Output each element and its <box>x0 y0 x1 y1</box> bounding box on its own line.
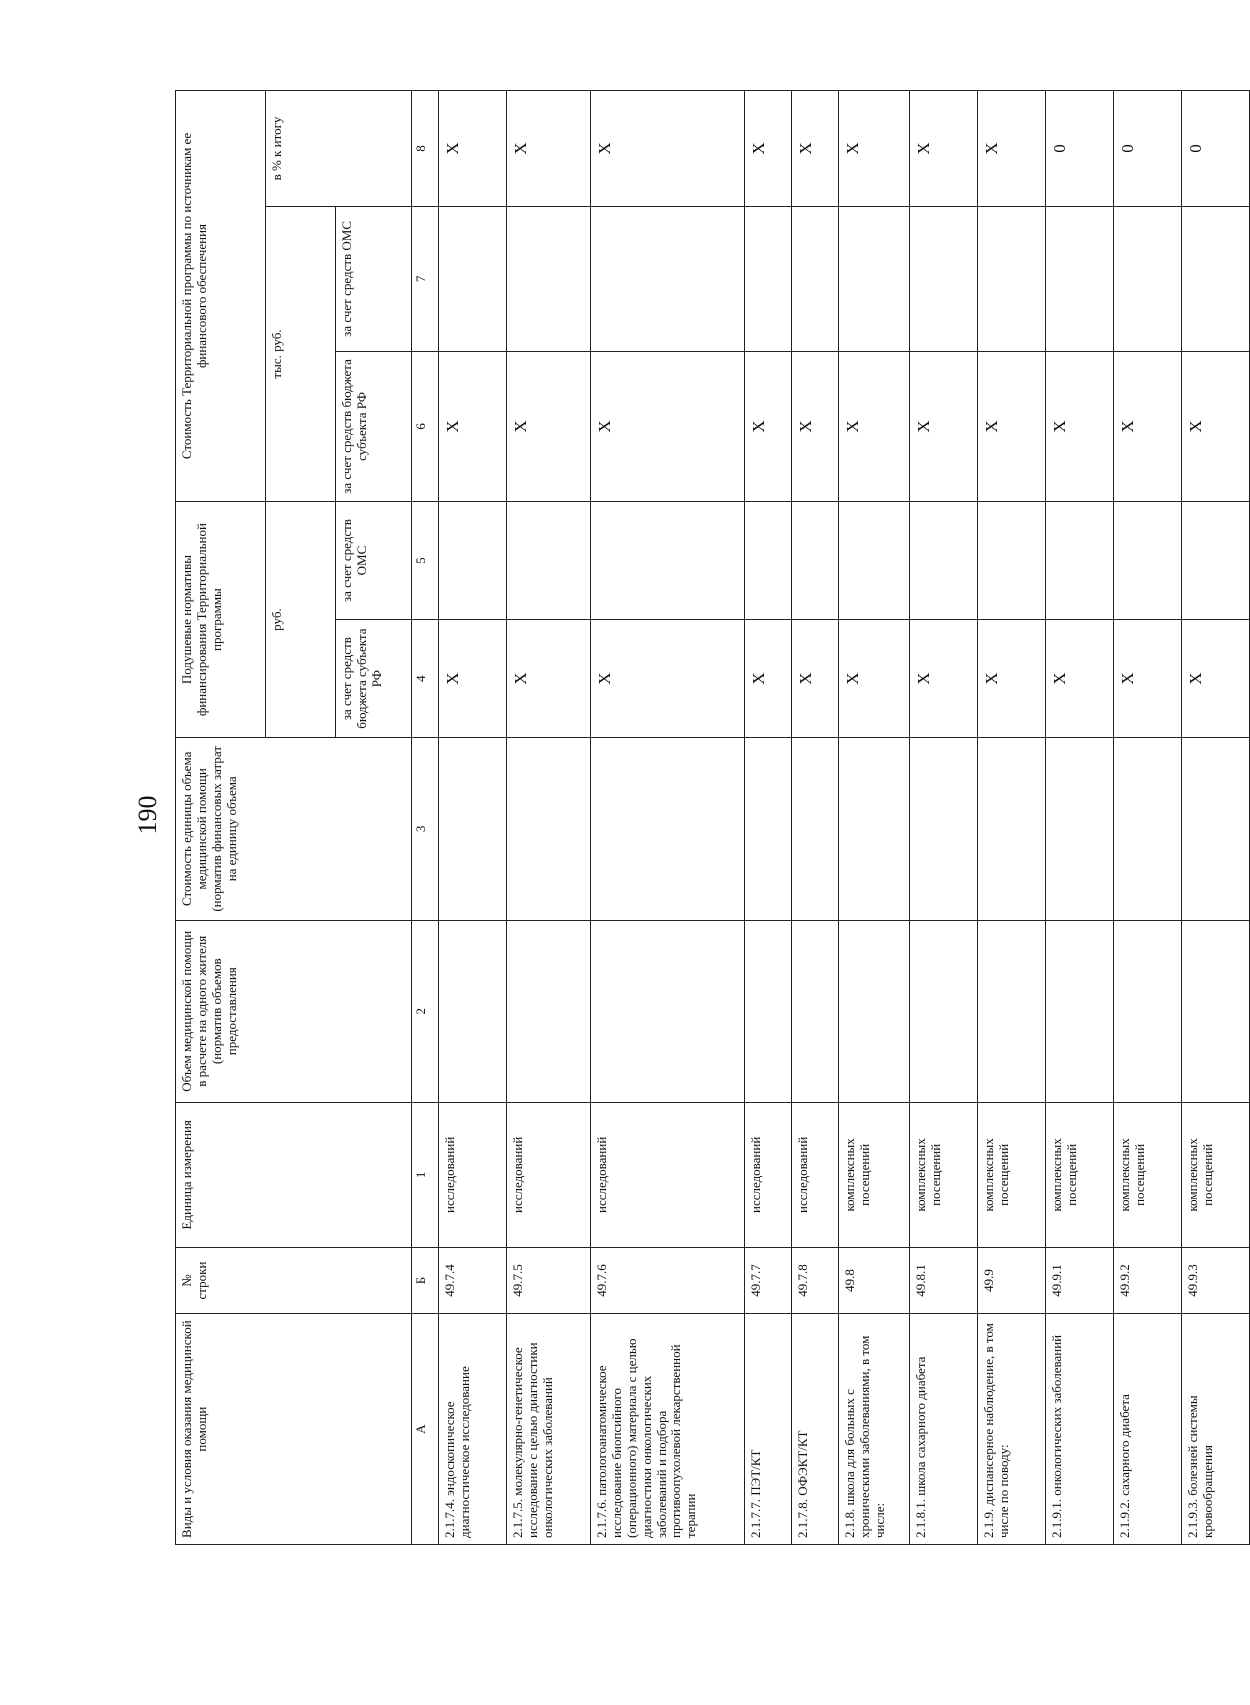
header-col-7: за счет средств ОМС <box>336 206 412 351</box>
header-col-3: Стоимость единицы объема медицинской помощи (норматив финансовых затрат на единицу объема <box>176 738 412 920</box>
row-name-cell: 2.1.9.1. онкологических заболеваний <box>1045 1314 1113 1545</box>
row-volume-cell <box>792 920 839 1102</box>
row-name-cell: 2.1.9.3. болезней системы кровообращения <box>1181 1314 1249 1545</box>
row-cost-budget-cell: X <box>792 351 839 501</box>
row-normative-oms-cell <box>1181 502 1249 620</box>
row-line-number-cell: 49.7.6 <box>590 1247 744 1314</box>
row-unit-cell: комплексных посещений <box>977 1102 1045 1247</box>
row-percent-cell: X <box>792 91 839 207</box>
rotated-table-wrapper <box>175 90 1250 1545</box>
row-cost-oms-cell <box>1045 206 1113 351</box>
column-number-row <box>412 91 439 1545</box>
row-unit-cost-cell <box>1113 738 1181 920</box>
row-percent-cell: X <box>590 91 744 207</box>
row-cost-oms-cell <box>745 206 792 351</box>
row-unit-cell: исследований <box>792 1102 839 1247</box>
row-volume-cell <box>977 920 1045 1102</box>
row-name-cell: 2.1.7.6. патологоанатомическое исследование биопсийного (операционного) материала с целью диагностики онкологических заболеваний и подбора противоопухолевой лекарственной терапии <box>590 1314 744 1545</box>
row-line-number-cell: 49.9.3 <box>1181 1247 1249 1314</box>
row-volume-cell <box>1113 920 1181 1102</box>
row-normative-oms-cell <box>909 502 977 620</box>
row-volume-cell <box>839 920 909 1102</box>
row-unit-cost-cell <box>839 738 909 920</box>
row-normative-budget-cell: X <box>1181 620 1249 738</box>
table-row <box>1181 91 1249 1545</box>
row-cost-budget-cell: X <box>590 351 744 501</box>
row-normative-oms-cell <box>792 502 839 620</box>
row-volume-cell <box>507 920 591 1102</box>
column-number: 3 <box>412 738 439 920</box>
row-line-number-cell: 49.9.1 <box>1045 1247 1113 1314</box>
header-col-4: за счет средств бюджета субъекта РФ <box>336 620 412 738</box>
row-cost-budget-cell: X <box>1181 351 1249 501</box>
row-normative-budget-cell: X <box>977 620 1045 738</box>
row-normative-budget-cell: X <box>1045 620 1113 738</box>
row-normative-oms-cell <box>839 502 909 620</box>
row-unit-cell: комплексных посещений <box>909 1102 977 1247</box>
row-cost-budget-cell: X <box>977 351 1045 501</box>
row-cost-budget-cell: X <box>839 351 909 501</box>
row-percent-cell: X <box>745 91 792 207</box>
row-cost-oms-cell <box>977 206 1045 351</box>
table-row <box>745 91 792 1545</box>
row-cost-oms-cell <box>839 206 909 351</box>
row-line-number-cell: 49.9 <box>977 1247 1045 1314</box>
table-row <box>1045 91 1113 1545</box>
header-col-a: Виды и условия оказания медицинской помощи <box>176 1314 412 1545</box>
row-normative-oms-cell <box>745 502 792 620</box>
row-volume-cell <box>1045 920 1113 1102</box>
row-normative-oms-cell <box>977 502 1045 620</box>
row-normative-oms-cell <box>1113 502 1181 620</box>
header-unit-thous-rub: тыс. руб. <box>266 206 336 501</box>
row-unit-cost-cell <box>439 738 507 920</box>
row-percent-cell: X <box>507 91 591 207</box>
row-percent-cell: 0 <box>1181 91 1249 207</box>
row-cost-oms-cell <box>792 206 839 351</box>
header-col-5: за счет средств ОМС <box>336 502 412 620</box>
row-volume-cell <box>745 920 792 1102</box>
column-number: 7 <box>412 206 439 351</box>
row-percent-cell: 0 <box>1045 91 1113 207</box>
header-col-8: в % к итогу <box>266 91 412 207</box>
row-line-number-cell: 49.8 <box>839 1247 909 1314</box>
header-group-cost: Стоимость Территориальной программы по источникам ее финансового обеспечения <box>176 91 266 502</box>
row-volume-cell <box>909 920 977 1102</box>
row-percent-cell: X <box>839 91 909 207</box>
row-unit-cell: исследований <box>590 1102 744 1247</box>
column-number: 1 <box>412 1102 439 1247</box>
row-normative-budget-cell: X <box>590 620 744 738</box>
row-unit-cost-cell <box>507 738 591 920</box>
row-name-cell: 2.1.9. диспансерное наблюдение, в том числе по поводу: <box>977 1314 1045 1545</box>
row-cost-oms-cell <box>590 206 744 351</box>
row-normative-budget-cell: X <box>745 620 792 738</box>
row-unit-cell: комплексных посещений <box>1113 1102 1181 1247</box>
row-unit-cell: комплексных посещений <box>1045 1102 1113 1247</box>
row-line-number-cell: 49.9.2 <box>1113 1247 1181 1314</box>
row-unit-cost-cell <box>977 738 1045 920</box>
table-row <box>792 91 839 1545</box>
table-row <box>839 91 909 1545</box>
table-row <box>1113 91 1181 1545</box>
row-normative-budget-cell: X <box>839 620 909 738</box>
row-unit-cost-cell <box>1181 738 1249 920</box>
row-normative-budget-cell: X <box>909 620 977 738</box>
table-body <box>439 91 1250 1545</box>
row-cost-budget-cell: X <box>1113 351 1181 501</box>
row-cost-oms-cell <box>507 206 591 351</box>
table-row <box>590 91 744 1545</box>
column-number: 5 <box>412 502 439 620</box>
header-col-1: Единица измерения <box>176 1102 412 1247</box>
row-percent-cell: X <box>977 91 1045 207</box>
financing-table <box>175 90 1250 1545</box>
column-number: 8 <box>412 91 439 207</box>
row-cost-oms-cell <box>1181 206 1249 351</box>
row-normative-oms-cell <box>507 502 591 620</box>
row-volume-cell <box>1181 920 1249 1102</box>
header-unit-rub: руб. <box>266 502 336 738</box>
column-number: А <box>412 1314 439 1545</box>
row-cost-budget-cell: X <box>745 351 792 501</box>
row-line-number-cell: 49.7.4 <box>439 1247 507 1314</box>
row-name-cell: 2.1.7.5. молекулярно-генетическое исследование с целью диагностики онкологических заболеваний <box>507 1314 591 1545</box>
row-unit-cost-cell <box>909 738 977 920</box>
row-normative-oms-cell <box>590 502 744 620</box>
header-col-b: № строки <box>176 1247 412 1314</box>
header-group-normatives: Подушевые нормативы финансирования Территориальной программы <box>176 502 266 738</box>
page-number: 190 <box>133 795 162 835</box>
row-volume-cell <box>590 920 744 1102</box>
row-unit-cell: комплексных посещений <box>1181 1102 1249 1247</box>
row-percent-cell: X <box>909 91 977 207</box>
row-cost-budget-cell: X <box>439 351 507 501</box>
row-line-number-cell: 49.7.7 <box>745 1247 792 1314</box>
row-cost-oms-cell <box>439 206 507 351</box>
row-unit-cost-cell <box>1045 738 1113 920</box>
column-number: Б <box>412 1247 439 1314</box>
header-col-2: Объем медицинской помощи в расчете на одного жителя (норматив объемов предоставления <box>176 920 412 1102</box>
table-row <box>909 91 977 1545</box>
column-number: 4 <box>412 620 439 738</box>
row-unit-cell: комплексных посещений <box>839 1102 909 1247</box>
row-normative-budget-cell: X <box>507 620 591 738</box>
row-unit-cost-cell <box>745 738 792 920</box>
row-percent-cell: 0 <box>1113 91 1181 207</box>
row-name-cell: 2.1.9.2. сахарного диабета <box>1113 1314 1181 1545</box>
row-normative-oms-cell <box>439 502 507 620</box>
row-unit-cell: исследований <box>745 1102 792 1247</box>
row-volume-cell <box>439 920 507 1102</box>
row-line-number-cell: 49.7.8 <box>792 1247 839 1314</box>
row-name-cell: 2.1.7.4. эндоскопическое диагностическое исследование <box>439 1314 507 1545</box>
row-unit-cell: исследований <box>507 1102 591 1247</box>
row-normative-oms-cell <box>1045 502 1113 620</box>
row-name-cell: 2.1.7.7. ПЭТ/КТ <box>745 1314 792 1545</box>
row-cost-budget-cell: X <box>909 351 977 501</box>
row-line-number-cell: 49.8.1 <box>909 1247 977 1314</box>
row-unit-cost-cell <box>792 738 839 920</box>
table-row <box>977 91 1045 1545</box>
table-row <box>507 91 591 1545</box>
row-line-number-cell: 49.7.5 <box>507 1247 591 1314</box>
row-cost-oms-cell <box>909 206 977 351</box>
row-percent-cell: X <box>439 91 507 207</box>
row-cost-oms-cell <box>1113 206 1181 351</box>
column-number: 2 <box>412 920 439 1102</box>
row-normative-budget-cell: X <box>1113 620 1181 738</box>
column-number: 6 <box>412 351 439 501</box>
row-normative-budget-cell: X <box>792 620 839 738</box>
row-unit-cost-cell <box>590 738 744 920</box>
header-col-6: за счет средств бюджета субъекта РФ <box>336 351 412 501</box>
row-normative-budget-cell: X <box>439 620 507 738</box>
row-cost-budget-cell: X <box>1045 351 1113 501</box>
row-unit-cell: исследований <box>439 1102 507 1247</box>
table-row <box>439 91 507 1545</box>
row-name-cell: 2.1.8. школа для больных с хроническими заболеваниями, в том числе: <box>839 1314 909 1545</box>
row-name-cell: 2.1.8.1. школа сахарного диабета <box>909 1314 977 1545</box>
row-name-cell: 2.1.7.8. ОФЭКТ/КТ <box>792 1314 839 1545</box>
row-cost-budget-cell: X <box>507 351 591 501</box>
